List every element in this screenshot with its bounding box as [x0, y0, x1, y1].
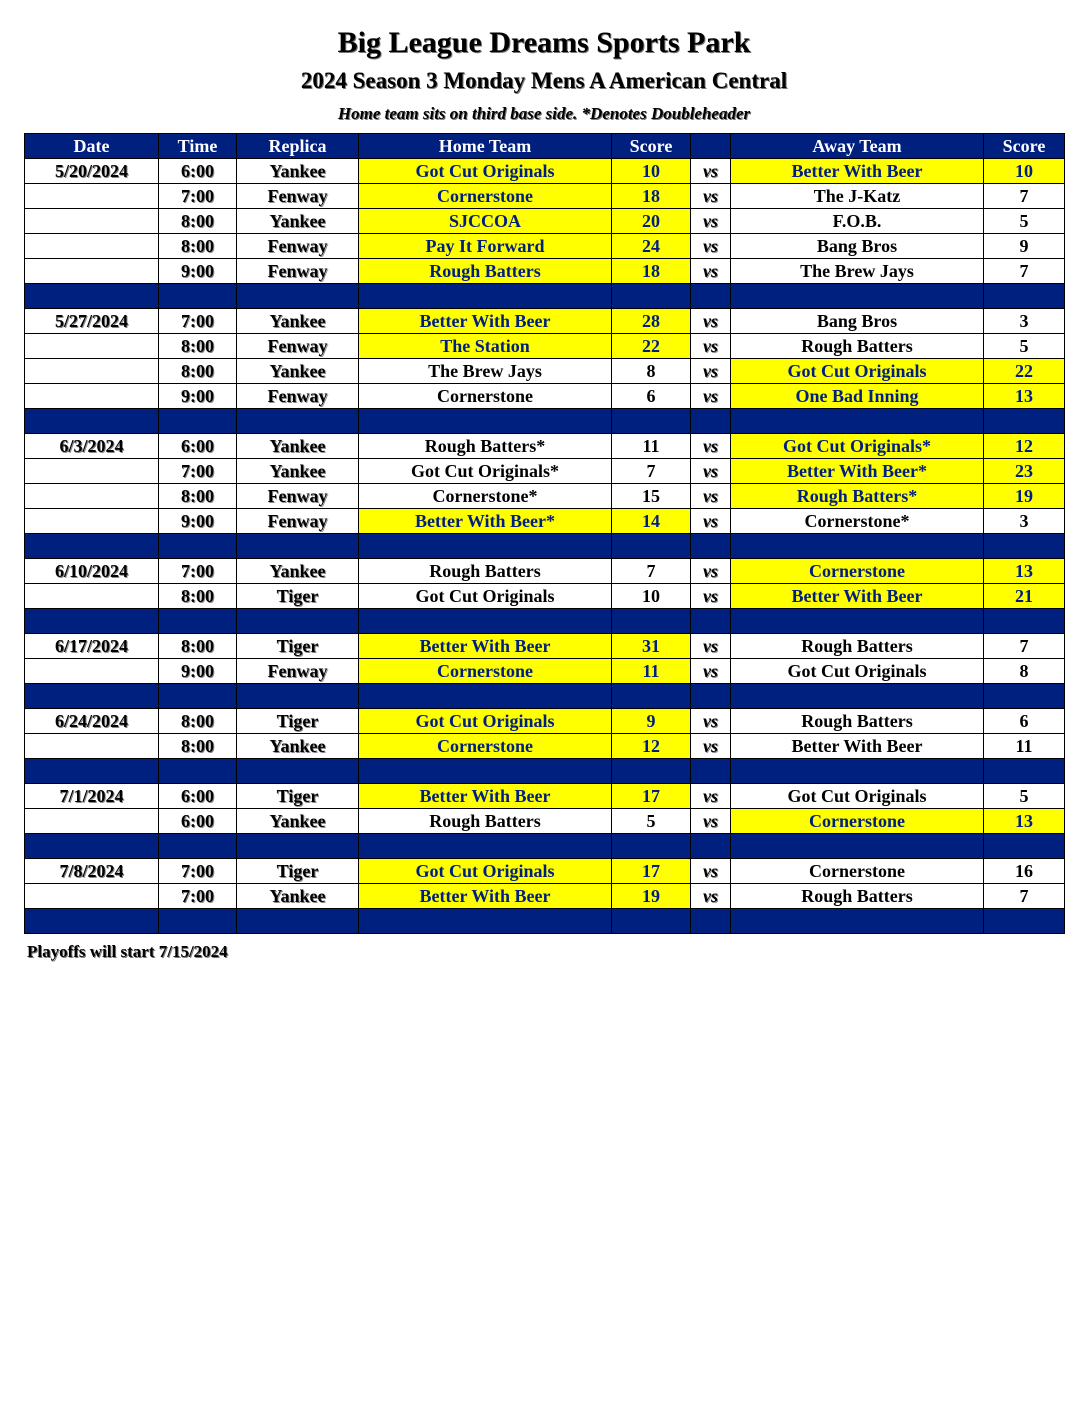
schedule-table: [24, 133, 1065, 934]
page-subtitle: 2024 Season 3 Monday Mens A American Central: [300, 68, 788, 93]
separator-cell: [237, 284, 359, 309]
away-score: 13: [984, 809, 1065, 834]
table-row: [25, 809, 1065, 834]
home-team: Cornerstone*: [359, 484, 612, 509]
game-date: 7/8/2024: [25, 859, 159, 884]
home-team: Rough Batters: [359, 259, 612, 284]
home-score: 31: [612, 634, 691, 659]
separator-cell: [612, 834, 691, 859]
separator-cell: [237, 684, 359, 709]
home-team: Got Cut Originals: [359, 159, 612, 184]
vs-label: vs: [691, 809, 731, 834]
game-field: Yankee: [237, 459, 359, 484]
vs-label: vs: [691, 734, 731, 759]
game-time: 7:00: [159, 309, 237, 334]
separator-cell: [731, 684, 984, 709]
away-score: 22: [984, 359, 1065, 384]
home-team: SJCCOA: [359, 209, 612, 234]
home-team: Better With Beer: [359, 309, 612, 334]
home-score: 24: [612, 234, 691, 259]
game-date-empty: [25, 884, 159, 909]
away-team: Got Cut Originals*: [731, 434, 984, 459]
separator-cell: [25, 609, 159, 634]
separator-cell: [159, 759, 237, 784]
home-score: 20: [612, 209, 691, 234]
game-time: 8:00: [159, 334, 237, 359]
separator-cell: [984, 609, 1065, 634]
game-time: 8:00: [159, 709, 237, 734]
table-row: [25, 359, 1065, 384]
home-team: Better With Beer: [359, 884, 612, 909]
home-score: 5: [612, 809, 691, 834]
away-score: 13: [984, 559, 1065, 584]
vs-label: vs: [691, 434, 731, 459]
separator-cell: [159, 834, 237, 859]
separator-cell: [25, 909, 159, 934]
separator-cell: [237, 409, 359, 434]
away-team: One Bad Inning: [731, 384, 984, 409]
away-team: Rough Batters: [731, 709, 984, 734]
schedule-body: [25, 159, 1065, 934]
away-team: F.O.B.: [731, 209, 984, 234]
separator-cell: [359, 409, 612, 434]
separator-cell: [731, 834, 984, 859]
game-time: 9:00: [159, 509, 237, 534]
separator-cell: [691, 759, 731, 784]
game-time: 9:00: [159, 384, 237, 409]
table-row: [25, 584, 1065, 609]
away-team: Better With Beer: [731, 584, 984, 609]
home-team: Cornerstone: [359, 184, 612, 209]
vs-label: vs: [691, 859, 731, 884]
week-separator-row: [25, 609, 1065, 634]
table-row: [25, 159, 1065, 184]
home-score: 7: [612, 459, 691, 484]
away-team: Rough Batters: [731, 884, 984, 909]
game-field: Tiger: [237, 859, 359, 884]
vs-label: vs: [691, 559, 731, 584]
game-time: 6:00: [159, 809, 237, 834]
game-date-empty: [25, 384, 159, 409]
home-team: Got Cut Originals: [359, 709, 612, 734]
game-field: Fenway: [237, 384, 359, 409]
separator-cell: [984, 409, 1065, 434]
vs-label: vs: [691, 884, 731, 909]
separator-cell: [25, 534, 159, 559]
game-field: Yankee: [237, 434, 359, 459]
table-row: [25, 734, 1065, 759]
separator-cell: [25, 409, 159, 434]
away-team: Better With Beer: [731, 734, 984, 759]
separator-cell: [359, 284, 612, 309]
game-field: Yankee: [237, 734, 359, 759]
separator-cell: [612, 609, 691, 634]
game-date-empty: [25, 459, 159, 484]
table-row: [25, 434, 1065, 459]
col-header-replica: Replica: [237, 134, 359, 159]
game-date: 5/20/2024: [25, 159, 159, 184]
game-field: Tiger: [237, 584, 359, 609]
game-field: Yankee: [237, 309, 359, 334]
vs-label: vs: [691, 634, 731, 659]
home-score: 11: [612, 659, 691, 684]
game-field: Tiger: [237, 784, 359, 809]
separator-cell: [359, 909, 612, 934]
separator-cell: [237, 609, 359, 634]
separator-cell: [25, 759, 159, 784]
table-row: [25, 234, 1065, 259]
separator-cell: [237, 759, 359, 784]
home-score: 10: [612, 584, 691, 609]
away-team: Bang Bros: [731, 309, 984, 334]
away-score: 8: [984, 659, 1065, 684]
away-team: The Brew Jays: [731, 259, 984, 284]
vs-label: vs: [691, 509, 731, 534]
home-score: 18: [612, 259, 691, 284]
home-score: 10: [612, 159, 691, 184]
game-time: 6:00: [159, 784, 237, 809]
vs-label: vs: [691, 659, 731, 684]
home-team: The Station: [359, 334, 612, 359]
game-date: 5/27/2024: [25, 309, 159, 334]
away-score: 21: [984, 584, 1065, 609]
table-row: [25, 259, 1065, 284]
week-separator-row: [25, 534, 1065, 559]
away-score: 3: [984, 309, 1065, 334]
game-field: Tiger: [237, 634, 359, 659]
separator-cell: [359, 609, 612, 634]
table-row: [25, 884, 1065, 909]
away-score: 3: [984, 509, 1065, 534]
away-score: 9: [984, 234, 1065, 259]
table-row: [25, 559, 1065, 584]
separator-cell: [691, 834, 731, 859]
col-header-time: Time: [159, 134, 237, 159]
away-score: 7: [984, 259, 1065, 284]
table-header-row: [25, 134, 1065, 159]
away-score: 5: [984, 334, 1065, 359]
away-score: 10: [984, 159, 1065, 184]
away-team: Rough Batters*: [731, 484, 984, 509]
page-title: Big League Dreams Sports Park: [337, 26, 751, 59]
table-row: [25, 209, 1065, 234]
separator-cell: [691, 684, 731, 709]
separator-cell: [237, 834, 359, 859]
home-score: 14: [612, 509, 691, 534]
separator-cell: [359, 759, 612, 784]
separator-cell: [159, 609, 237, 634]
vs-label: vs: [691, 209, 731, 234]
separator-cell: [984, 284, 1065, 309]
col-header-date: Date: [25, 134, 159, 159]
separator-cell: [984, 759, 1065, 784]
separator-cell: [359, 834, 612, 859]
col-header-vs: [691, 134, 731, 159]
home-team: Cornerstone: [359, 384, 612, 409]
table-row: [25, 634, 1065, 659]
separator-cell: [691, 409, 731, 434]
home-team: Better With Beer*: [359, 509, 612, 534]
separator-cell: [731, 534, 984, 559]
home-team: Got Cut Originals*: [359, 459, 612, 484]
week-separator-row: [25, 409, 1065, 434]
vs-label: vs: [691, 334, 731, 359]
home-team: Better With Beer: [359, 784, 612, 809]
game-date-empty: [25, 809, 159, 834]
separator-cell: [612, 409, 691, 434]
away-team: Got Cut Originals: [731, 659, 984, 684]
game-field: Fenway: [237, 659, 359, 684]
game-field: Fenway: [237, 509, 359, 534]
game-time: 8:00: [159, 734, 237, 759]
away-team: Got Cut Originals: [731, 359, 984, 384]
home-team: Rough Batters*: [359, 434, 612, 459]
home-score: 15: [612, 484, 691, 509]
home-score: 9: [612, 709, 691, 734]
game-date-empty: [25, 484, 159, 509]
away-team: The J-Katz: [731, 184, 984, 209]
game-field: Fenway: [237, 259, 359, 284]
game-field: Yankee: [237, 209, 359, 234]
separator-cell: [159, 534, 237, 559]
away-team: Bang Bros: [731, 234, 984, 259]
week-separator-row: [25, 684, 1065, 709]
game-date-empty: [25, 334, 159, 359]
game-date: 6/24/2024: [25, 709, 159, 734]
separator-cell: [731, 409, 984, 434]
table-row: [25, 509, 1065, 534]
home-team: Better With Beer: [359, 634, 612, 659]
home-score: 18: [612, 184, 691, 209]
away-team: Cornerstone*: [731, 509, 984, 534]
away-team: Rough Batters: [731, 334, 984, 359]
table-row: [25, 709, 1065, 734]
away-score: 7: [984, 884, 1065, 909]
playoffs-note: Playoffs will start 7/15/2024: [27, 942, 228, 961]
away-team: Cornerstone: [731, 859, 984, 884]
game-field: Tiger: [237, 709, 359, 734]
vs-label: vs: [691, 709, 731, 734]
separator-cell: [159, 284, 237, 309]
away-score: 11: [984, 734, 1065, 759]
home-score: 17: [612, 784, 691, 809]
game-time: 7:00: [159, 184, 237, 209]
game-date-empty: [25, 234, 159, 259]
game-date: 6/17/2024: [25, 634, 159, 659]
game-time: 8:00: [159, 634, 237, 659]
separator-cell: [25, 284, 159, 309]
game-field: Yankee: [237, 884, 359, 909]
game-time: 6:00: [159, 159, 237, 184]
home-score: 22: [612, 334, 691, 359]
table-row: [25, 459, 1065, 484]
away-team: Better With Beer*: [731, 459, 984, 484]
table-row: [25, 384, 1065, 409]
home-score: 7: [612, 559, 691, 584]
table-row: [25, 334, 1065, 359]
home-team: Cornerstone: [359, 659, 612, 684]
col-header-home-score: Score: [612, 134, 691, 159]
home-team: Cornerstone: [359, 734, 612, 759]
away-score: 7: [984, 634, 1065, 659]
game-time: 9:00: [159, 659, 237, 684]
home-score: 28: [612, 309, 691, 334]
away-score: 5: [984, 209, 1065, 234]
table-row: [25, 784, 1065, 809]
game-time: 7:00: [159, 859, 237, 884]
table-row: [25, 859, 1065, 884]
home-score: 19: [612, 884, 691, 909]
home-score: 12: [612, 734, 691, 759]
separator-cell: [237, 534, 359, 559]
game-field: Fenway: [237, 484, 359, 509]
game-date-empty: [25, 509, 159, 534]
home-team: Rough Batters: [359, 809, 612, 834]
home-team: Rough Batters: [359, 559, 612, 584]
week-separator-row: [25, 834, 1065, 859]
game-time: 7:00: [159, 884, 237, 909]
col-header-home-team: Home Team: [359, 134, 612, 159]
away-score: 13: [984, 384, 1065, 409]
separator-cell: [731, 909, 984, 934]
vs-label: vs: [691, 159, 731, 184]
home-score: 8: [612, 359, 691, 384]
away-score: 6: [984, 709, 1065, 734]
separator-cell: [612, 684, 691, 709]
vs-label: vs: [691, 784, 731, 809]
game-date-empty: [25, 259, 159, 284]
away-team: Rough Batters: [731, 634, 984, 659]
game-field: Fenway: [237, 334, 359, 359]
separator-cell: [359, 534, 612, 559]
table-row: [25, 309, 1065, 334]
away-score: 12: [984, 434, 1065, 459]
separator-cell: [25, 684, 159, 709]
game-date-empty: [25, 184, 159, 209]
vs-label: vs: [691, 484, 731, 509]
week-separator-row: [25, 284, 1065, 309]
home-team: The Brew Jays: [359, 359, 612, 384]
away-team: Cornerstone: [731, 559, 984, 584]
separator-cell: [612, 759, 691, 784]
vs-label: vs: [691, 359, 731, 384]
separator-cell: [731, 609, 984, 634]
separator-cell: [612, 909, 691, 934]
home-team: Pay It Forward: [359, 234, 612, 259]
game-date: 7/1/2024: [25, 784, 159, 809]
separator-cell: [612, 534, 691, 559]
separator-cell: [691, 609, 731, 634]
game-date-empty: [25, 359, 159, 384]
home-team: Got Cut Originals: [359, 859, 612, 884]
away-team: Got Cut Originals: [731, 784, 984, 809]
game-time: 8:00: [159, 234, 237, 259]
table-row: [25, 484, 1065, 509]
separator-cell: [731, 759, 984, 784]
away-score: 5: [984, 784, 1065, 809]
separator-cell: [984, 834, 1065, 859]
away-score: 16: [984, 859, 1065, 884]
game-field: Yankee: [237, 159, 359, 184]
game-field: Fenway: [237, 234, 359, 259]
vs-label: vs: [691, 309, 731, 334]
week-separator-row: [25, 759, 1065, 784]
game-date-empty: [25, 209, 159, 234]
away-team: Better With Beer: [731, 159, 984, 184]
game-field: Fenway: [237, 184, 359, 209]
vs-label: vs: [691, 234, 731, 259]
vs-label: vs: [691, 459, 731, 484]
vs-label: vs: [691, 259, 731, 284]
game-time: 8:00: [159, 484, 237, 509]
separator-cell: [25, 834, 159, 859]
separator-cell: [731, 284, 984, 309]
home-score: 6: [612, 384, 691, 409]
game-field: Yankee: [237, 559, 359, 584]
game-field: Yankee: [237, 359, 359, 384]
page-note: Home team sits on third base side. *Denotes Doubleheader: [337, 104, 751, 123]
vs-label: vs: [691, 584, 731, 609]
week-separator-row: [25, 909, 1065, 934]
vs-label: vs: [691, 384, 731, 409]
game-date-empty: [25, 584, 159, 609]
separator-cell: [237, 909, 359, 934]
separator-cell: [691, 534, 731, 559]
separator-cell: [691, 284, 731, 309]
home-score: 11: [612, 434, 691, 459]
away-score: 23: [984, 459, 1065, 484]
vs-label: vs: [691, 184, 731, 209]
game-time: 8:00: [159, 359, 237, 384]
home-team: Got Cut Originals: [359, 584, 612, 609]
game-date-empty: [25, 734, 159, 759]
separator-cell: [984, 534, 1065, 559]
table-row: [25, 659, 1065, 684]
away-score: 19: [984, 484, 1065, 509]
game-time: 7:00: [159, 459, 237, 484]
table-row: [25, 184, 1065, 209]
col-header-away-team: Away Team: [731, 134, 984, 159]
game-date: 6/3/2024: [25, 434, 159, 459]
separator-cell: [984, 909, 1065, 934]
separator-cell: [159, 409, 237, 434]
col-header-away-score: Score: [984, 134, 1065, 159]
game-time: 8:00: [159, 584, 237, 609]
game-time: 6:00: [159, 434, 237, 459]
away-team: Cornerstone: [731, 809, 984, 834]
home-score: 17: [612, 859, 691, 884]
separator-cell: [359, 684, 612, 709]
separator-cell: [159, 909, 237, 934]
game-date: 6/10/2024: [25, 559, 159, 584]
game-time: 8:00: [159, 209, 237, 234]
game-date-empty: [25, 659, 159, 684]
separator-cell: [984, 684, 1065, 709]
game-time: 7:00: [159, 559, 237, 584]
away-score: 7: [984, 184, 1065, 209]
game-time: 9:00: [159, 259, 237, 284]
separator-cell: [691, 909, 731, 934]
game-field: Yankee: [237, 809, 359, 834]
separator-cell: [159, 684, 237, 709]
separator-cell: [612, 284, 691, 309]
